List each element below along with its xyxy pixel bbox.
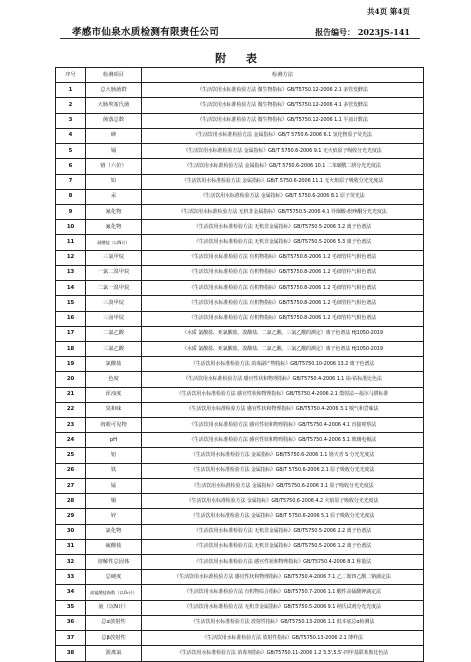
- row-serial: 9: [56, 204, 86, 219]
- row-method: 《生活饮用水标准检验方法 金属指标》GB/T 5750.6-2006 9.1 无火焰原子吸收分光光度法: [142, 144, 424, 159]
- row-serial: 10: [56, 220, 86, 235]
- table-row: [56, 159, 424, 174]
- table-row: [56, 509, 424, 524]
- row-serial: 26: [56, 463, 86, 478]
- row-method: 《生活饮用水标准检验方法 金属指标》GB/T 5750.6-2006 11.1 无火焰原子吸收分光光度法: [142, 174, 424, 189]
- table-row: [56, 448, 424, 463]
- row-method: 《生活饮用水标准检验方法 有机物指标》GB/T5750.8-2006 1.2 毛细管柱气相色谱法: [142, 281, 424, 296]
- row-serial: 21: [56, 387, 86, 402]
- row-item: 溶解性总固体: [86, 555, 142, 570]
- row-method: 《生活饮用水标准检验方法 感官性状和物理指标》GB/T5750.4-2006 1.1 铂-钴标准比色法: [142, 372, 424, 387]
- row-method: 《生活饮用水标准检验方法 有机物指标》GB/T5750.8-2006 1.2 毛细管柱气相色谱法: [142, 296, 424, 311]
- row-method: 《生活饮用水标准检验方法 金属指标》GB/T 5750.6-2006 5.1 原子吸收分光光度法: [142, 509, 424, 524]
- table-row: [56, 189, 424, 204]
- row-item: 氨（以N计）: [86, 600, 142, 615]
- row-serial: 3: [56, 113, 86, 128]
- table-row: [56, 570, 424, 585]
- row-serial: 23: [56, 418, 86, 433]
- row-method: 《生活饮用水标准检验方法 感官性状和物理指标》GB/T5750.4-2006 8.1 称量法: [142, 555, 424, 570]
- row-item: 总α放射性: [86, 615, 142, 630]
- table-row: [56, 296, 424, 311]
- row-item: 二氯乙酸: [86, 326, 142, 341]
- row-method: 《生活饮用水标准检验方法 微生物指标》GB/T5750.12-2006 1.1 平皿计数法: [142, 113, 424, 128]
- row-serial: 12: [56, 250, 86, 265]
- table-header-row: [56, 68, 424, 83]
- row-item: 二氯一溴甲烷: [86, 281, 142, 296]
- row-method: 《生活饮用水标准检验方法 金属指标》GB/T 5750.6-2006 2.1 原子吸收分光光度法: [142, 463, 424, 478]
- row-serial: 35: [56, 600, 86, 615]
- row-serial: 34: [56, 585, 86, 600]
- row-serial: 24: [56, 433, 86, 448]
- row-item: 锌: [86, 509, 142, 524]
- row-serial: 11: [56, 235, 86, 250]
- appendix-title: 附 表: [215, 52, 265, 65]
- table-row: [56, 204, 424, 219]
- row-item: 总β放射性: [86, 631, 142, 646]
- row-method: 《生活饮用水标准检验方法 微生物指标》GB/T5750.12-2006 2.1 多管发酵法: [142, 83, 424, 98]
- row-item: 总硬度: [86, 570, 142, 585]
- row-item: 氯化物: [86, 524, 142, 539]
- table-row: [56, 357, 424, 372]
- table-row: [56, 494, 424, 509]
- row-item: 铅: [86, 174, 142, 189]
- row-method: 《生活饮用水标准检验方法 感官性状和物理指标》GB/T5750.4-2006 4.1 直接观察法: [142, 418, 424, 433]
- table-row: [56, 372, 424, 387]
- row-serial: 17: [56, 326, 86, 341]
- row-item: 氰化物: [86, 204, 142, 219]
- row-item: 铝: [86, 448, 142, 463]
- row-method: 《生活饮用水标准检验方法 金属指标》GB/T 5750.6-2006 8.1 原子荧光法: [142, 189, 424, 204]
- row-item: 大肠埃希氏菌: [86, 98, 142, 113]
- row-item: 三溴甲烷: [86, 296, 142, 311]
- row-serial: 7: [56, 174, 86, 189]
- row-serial: 15: [56, 296, 86, 311]
- row-item: pH: [86, 433, 142, 448]
- row-serial: 22: [56, 402, 86, 417]
- row-serial: 33: [56, 570, 86, 585]
- row-method: 《生活饮用水标准检验方法 消毒剂指标》GB/T5750.11-2006 1.2 3,3',5,5'-四甲基联苯胺比色法: [142, 646, 424, 661]
- row-method: 《生活饮用水标准检验方法 有机物指标》GB/T5750.8-2006 1.2 毛细管柱气相色谱法: [142, 265, 424, 280]
- row-item: 臭和味: [86, 402, 142, 417]
- table-row: [56, 402, 424, 417]
- row-item: 铜: [86, 494, 142, 509]
- row-method: 《生活饮用水标准检验方法 无机非金属指标》GB/T5750.5-2006 5.3 离子色谱法: [142, 235, 424, 250]
- header-serial: 序号: [56, 68, 86, 83]
- row-method: 《生活饮用水标准检验方法 金属指标》GB/T5750.6-2006 1.1 铬天青 S 分光光度法: [142, 448, 424, 463]
- row-item: 三卤甲烷: [86, 311, 142, 326]
- row-serial: 1: [56, 83, 86, 98]
- table-row: [56, 433, 424, 448]
- row-serial: 36: [56, 615, 86, 630]
- row-item: 肉眼可见物: [86, 418, 142, 433]
- row-method: 《生活饮用水标准检验方法 无机非金属指标》GB/T5750.5-2006 1.2 离子色谱法: [142, 539, 424, 554]
- table-row: [56, 387, 424, 402]
- row-method: 《生活饮用水标准检验方法 感官性状和物理指标》GB/T5750.4-2006 3.1 嗅气和尝味法: [142, 402, 424, 417]
- row-serial: 8: [56, 189, 86, 204]
- company-name: 孝感市仙泉水质检测有限责任公司: [72, 27, 220, 38]
- table-row: [56, 524, 424, 539]
- table-row: [56, 281, 424, 296]
- row-method: 《水质 氯酸盐、亚氯酸盐、溴酸盐、二氯乙酸、三氯乙酸的测定》离子色谱法 HJ1050-2019: [142, 326, 424, 341]
- table-row: [56, 555, 424, 570]
- table-row: [56, 463, 424, 478]
- row-item: 总大肠菌群: [86, 83, 142, 98]
- row-item: 锰: [86, 478, 142, 493]
- row-serial: 13: [56, 265, 86, 280]
- table-row: [56, 250, 424, 265]
- row-item: 氯酸盐: [86, 357, 142, 372]
- page-counter: 共4页 第4页: [366, 7, 410, 16]
- row-item: 三氯乙酸: [86, 341, 142, 356]
- table-row: [56, 646, 424, 661]
- row-serial: 38: [56, 646, 86, 661]
- table-row: [56, 235, 424, 250]
- row-method: 《生活饮用水标准检验方法 消毒副产物指标》GB/T5750.10-2006 13.2 离子色谱法: [142, 357, 424, 372]
- table-row: [56, 326, 424, 341]
- row-method: 《生活饮用水标准检验方法 金属指标》GB/T5750.6-2006 3.1 原子吸收分光光度法: [142, 478, 424, 493]
- row-method: 《生活饮用水标准检验方法 金属指标》GB/T 5750.6-2006 10.1 二苯碳酰二肼分光光度法: [142, 159, 424, 174]
- row-method: 《生活饮用水标准检验方法 金属指标》GB/T5750.6-2006 4.2 火焰原子吸收分光光度法: [142, 494, 424, 509]
- row-item: 菌落总数: [86, 113, 142, 128]
- row-item: 镉: [86, 144, 142, 159]
- table-row: [56, 174, 424, 189]
- row-item: 汞: [86, 189, 142, 204]
- row-method: 《生活饮用水标准检验方法 感官性状和物理指标》GB/T5750.4-2006 7.1 乙二胺四乙酸二钠滴定法: [142, 570, 424, 585]
- table-row: [56, 98, 424, 113]
- row-method: 《生活饮用水标准检验方法 金属指标》GB/T 5750.6-2006 6.1 氢化物原子荧光法: [142, 128, 424, 143]
- row-method: 《生活饮用水标准检验方法 有机物综合指标》GB/T5750.7-2006 1.1 酸性高锰酸钾滴定法: [142, 585, 424, 600]
- row-serial: 5: [56, 144, 86, 159]
- header-method: 检测方法: [142, 68, 424, 83]
- row-method: 《生活饮用水标准检验方法 放射性指标》GB/T5750.13-2006 1.1 低本底总α检测法: [142, 615, 424, 630]
- row-serial: 19: [56, 357, 86, 372]
- row-item: 一氯二溴甲烷: [86, 265, 142, 280]
- table-row: [56, 311, 424, 326]
- row-method: 《生活饮用水标准检验方法 无机非金属指标》GB/T5750.5-2006 2.2 离子色谱法: [142, 524, 424, 539]
- table-row: [56, 418, 424, 433]
- row-method: 《生活饮用水标准检验方法 无机非金属指标》GB/T5750.5-2006 3.2 离子色谱法: [142, 220, 424, 235]
- row-serial: 4: [56, 128, 86, 143]
- header-divider: [60, 38, 420, 39]
- test-methods-table: [55, 67, 424, 662]
- row-item: 铁: [86, 463, 142, 478]
- table-row: [56, 478, 424, 493]
- report-header: [72, 24, 410, 38]
- row-item: 硫酸盐: [86, 539, 142, 554]
- table-row: [56, 631, 424, 646]
- table-row: [56, 265, 424, 280]
- row-serial: 30: [56, 524, 86, 539]
- row-item: 铬（六价）: [86, 159, 142, 174]
- row-method: 《生活饮用水标准检验方法 感官性状和物理指标》GB/T5750.4-2006 5.1 玻璃电极法: [142, 433, 424, 448]
- row-item: 色度: [86, 372, 142, 387]
- row-item: 硝酸盐（以N计）: [86, 235, 142, 250]
- row-item: 氟化物: [86, 220, 142, 235]
- table-row: [56, 113, 424, 128]
- row-method: 《生活饮用水标准检验方法 有机物指标》GB/T5750.8-2006 1.2 毛细管柱气相色谱法: [142, 311, 424, 326]
- row-serial: 16: [56, 311, 86, 326]
- row-method: 《水质 氯酸盐、亚氯酸盐、溴酸盐、二氯乙酸、三氯乙酸的测定》离子色谱法 HJ1050-2019: [142, 341, 424, 356]
- table-row: [56, 539, 424, 554]
- row-serial: 20: [56, 372, 86, 387]
- row-serial: 29: [56, 509, 86, 524]
- row-serial: 28: [56, 494, 86, 509]
- report-number: 报告编号： 2023JS-141: [315, 27, 410, 37]
- table-row: [56, 585, 424, 600]
- row-serial: 2: [56, 98, 86, 113]
- row-item: 砷: [86, 128, 142, 143]
- row-method: 《生活饮用水标准检验方法 放射性指标》GB/T5750.13-2006 2.1 薄样法: [142, 631, 424, 646]
- row-item: 三氯甲烷: [86, 250, 142, 265]
- row-item: 游离氯: [86, 646, 142, 661]
- row-item: 浑浊度: [86, 387, 142, 402]
- row-method: 《生活饮用水标准检验方法 无机非金属指标》GB/T5750.5-2006 4.1 异烟酸-吡唑酮分光光度法: [142, 204, 424, 219]
- table-row: [56, 144, 424, 159]
- row-serial: 6: [56, 159, 86, 174]
- row-method: 《生活饮用水标准检验方法 有机物指标》GB/T5750.8-2006 1.2 毛细管柱气相色谱法: [142, 250, 424, 265]
- row-serial: 31: [56, 539, 86, 554]
- row-serial: 27: [56, 478, 86, 493]
- row-item: 高锰酸盐指数（以O₂计）: [86, 585, 142, 600]
- row-method: 《生活饮用水标准检验方法 无机非金属指标》GB/T5750.5-2006 9.1 纳氏试剂分光光度法: [142, 600, 424, 615]
- row-serial: 18: [56, 341, 86, 356]
- row-serial: 25: [56, 448, 86, 463]
- header-item: 检测项目: [86, 68, 142, 83]
- table-row: [56, 220, 424, 235]
- row-serial: 37: [56, 631, 86, 646]
- table-row: [56, 341, 424, 356]
- table-row: [56, 83, 424, 98]
- row-serial: 14: [56, 281, 86, 296]
- row-serial: 32: [56, 555, 86, 570]
- table-row: [56, 615, 424, 630]
- row-method: 《生活饮用水标准检验方法 感官性状和物理指标》GB/T5750.4-2006 2.1 散射法—福尔马肼标准: [142, 387, 424, 402]
- table-row: [56, 128, 424, 143]
- row-method: 《生活饮用水标准检验方法 微生物指标》GB/T5750.12-2006 4.1 多管发酵法: [142, 98, 424, 113]
- table-row: [56, 600, 424, 615]
